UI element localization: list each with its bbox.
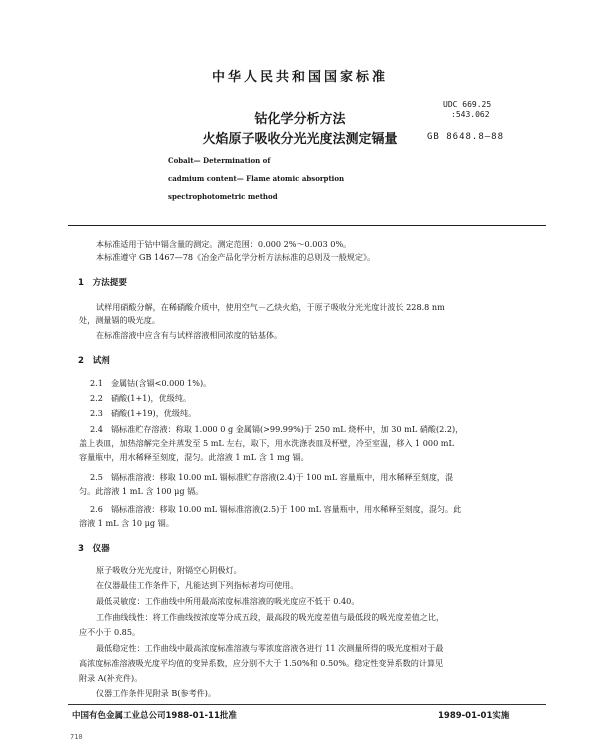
title-cn-line-1: 钴化学分析方法 (254, 112, 346, 127)
title-en-line-3: spectrophotometric method (168, 192, 278, 201)
intro-compliance: 本标准遵守 GB 1467—78《冶金产品化学分析方法标准的总则及一般规定》。 (96, 252, 376, 262)
instrument-linearity-line-2: 应不小于 0.85。 (79, 627, 141, 637)
title-cn-line-2: 火焰原子吸收分光光度法测定镉量 (202, 132, 398, 147)
instrument-stability-line-3: 附录 A(补充件)。 (79, 673, 143, 683)
reagent-2-1: 2.1 金属钴(含镉<0.000 1%)。 (90, 378, 212, 388)
instrument-linearity-line-1: 工作曲线线性：将工作曲线按浓度等分成五段，最高段的吸光度差值与最低段的吸光度差值之比， (96, 612, 445, 622)
reagent-2-2: 2.2 硝酸(1+1)，优级纯。 (90, 393, 192, 403)
udc-line-2: :543.062 (451, 110, 490, 119)
footer-divider (68, 704, 546, 705)
reagent-2-5-line-2: 匀。此溶液 1 mL 含 100 μg 镉。 (79, 486, 204, 496)
reagent-2-3: 2.3 硝酸(1+19)，优级纯。 (90, 408, 197, 418)
reagent-2-4-line-3: 容量瓶中，用水稀释至刻度，混匀。此溶液 1 mL 含 1 mg 镉。 (79, 452, 309, 462)
instrument-appendix-b: 仪器工作条件见附录 B(参考件)。 (96, 688, 217, 698)
title-en-line-1: Cobalt— Determination of (168, 156, 271, 165)
section-3-heading: 3 仪器 (78, 544, 110, 554)
section-2-heading: 2 试剂 (78, 356, 110, 366)
reagent-2-6-line-1: 2.6 镉标准溶液：移取 10.00 mL 镉标准溶液(2.5)于 100 mL 容量瓶中，用水稀释至刻度，混匀。此 (90, 504, 462, 514)
instrument-stability-line-2: 高浓度标准溶液吸光度平均值的变异系数，应分别不大于 1.50%和 0.50%。稳定性变异系数的计算见 (79, 658, 444, 668)
reagent-2-4-line-1: 2.4 镉标准贮存溶液：称取 1.000 0 g 金属镉(>99.99%)于 250 mL 烧杯中，加 30 mL 硝酸(2.2)， (90, 424, 464, 434)
intro-scope: 本标准适用于钴中镉含量的测定。测定范围：0.000 2%～0.003 0%。 (96, 239, 352, 249)
instrument-sensitivity: 最低灵敏度：工作曲线中所用最高浓度标准溶液的吸光度应不低于 0.40。 (96, 596, 360, 606)
s1-text-line-1: 试样用硝酸分解，在稀硝酸介质中，使用空气－乙炔火焰，于原子吸收分光光度计波长 228.8 nm (96, 302, 445, 312)
approval-line: 中国有色金属工业总公司1988-01-11批准 (72, 711, 237, 721)
s1-text-line-2: 处，测量镉的吸光度。 (79, 315, 160, 325)
section-1-heading: 1 方法提要 (78, 278, 127, 288)
reagent-2-6-line-2: 溶液 1 mL 含 10 μg 镉。 (79, 518, 174, 528)
org-title: 中华人民共和国国家标准 (211, 70, 388, 85)
reagent-2-4-line-2: 盖上表皿，加热溶解完全并蒸发至 5 mL 左右，取下，用水洗涤表皿及杯壁，冷至室温，移入 1 000 mL (79, 438, 454, 448)
title-en-line-2: cadmium content— Flame atomic absorption (168, 174, 345, 183)
instrument-conditions: 在仪器最佳工作条件下，凡能达到下列指标者均可使用。 (96, 580, 299, 590)
effective-date: 1989-01-01实施 (438, 711, 510, 721)
udc-line-1: UDC 669.25 (443, 100, 492, 109)
page-number: 710 (70, 733, 83, 741)
gb-number: GB 8648.8—88 (427, 132, 505, 142)
reagent-2-5-line-1: 2.5 镉标准溶液：移取 10.00 mL 镉标准贮存溶液(2.4)于 100 mL 容量瓶中，用水稀释至刻度，混 (90, 472, 454, 482)
instrument-spectrometer: 原子吸收分光光度计，附镉空心阴极灯。 (96, 565, 242, 575)
title-divider (68, 225, 546, 226)
instrument-stability-line-1: 最低稳定性：工作曲线中最高浓度标准溶液与零浓度溶液各进行 11 次测量所得的吸光度相对于最 (96, 643, 444, 653)
s1-text-matrix: 在标准溶液中应含有与试样溶液相同浓度的钴基体。 (96, 330, 283, 340)
